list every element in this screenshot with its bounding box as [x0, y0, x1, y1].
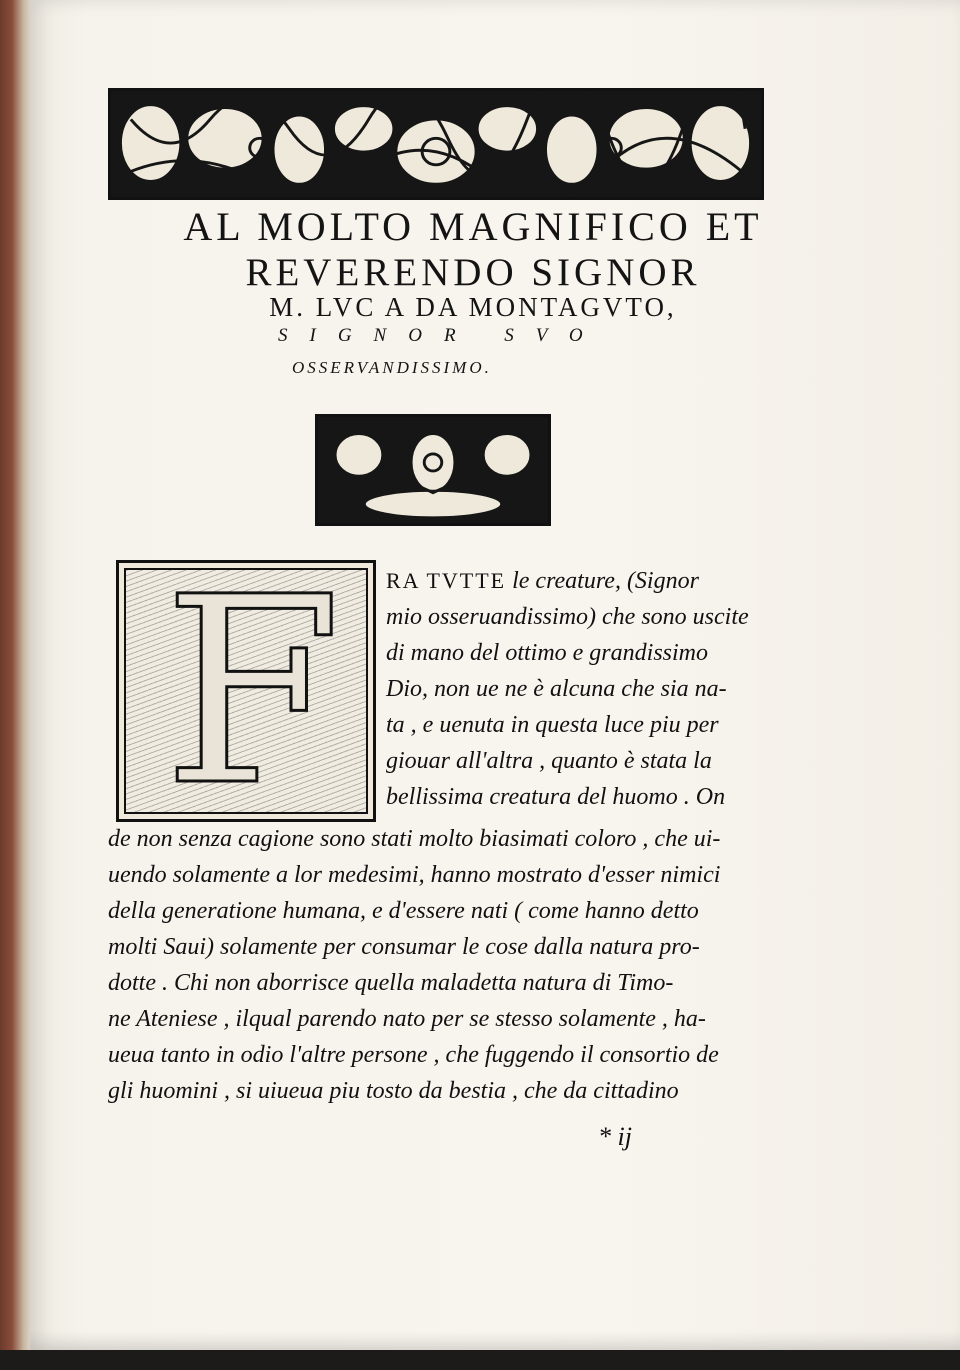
text-line: molti Saui) solamente per consumar le cose dalla natura pro-	[108, 934, 700, 960]
first-word: RA TVTTE	[386, 568, 507, 593]
heading-line-1: AL MOLTO MAGNIFICO ET	[183, 204, 763, 249]
heading-line-4: SIGNOR SVO	[278, 325, 605, 346]
text-line: ta , e uenuta in questa luce piu per	[386, 712, 719, 738]
heading-line-3: M. LVC A DA MONTAGVTO,	[269, 292, 677, 322]
text-line: de non senza cagione sono stati molto biasimati coloro , che ui-	[108, 826, 721, 852]
heading-line-5: OSSERVANDISSIMO.	[292, 358, 492, 377]
text-line: gli huomini , si uiueua piu tosto da bestia , che da cittadino	[108, 1078, 679, 1104]
page-shadow	[30, 1330, 960, 1352]
text-line-content: le creature, (Signor	[506, 568, 699, 594]
top-ornament-band	[108, 88, 764, 200]
heading-line-2: REVERENDO SIGNOR	[245, 251, 701, 294]
text-line: di mano del ottimo e grandissimo	[386, 640, 708, 666]
ornament-figures-icon	[111, 91, 761, 197]
middle-ornament	[315, 414, 551, 526]
text-line	[386, 568, 699, 595]
bottom-border	[0, 1350, 960, 1370]
text-line: della generatione humana, e d'essere nati ( come hanno detto	[108, 898, 699, 924]
text-line: ueua tanto in odio l'altre persone , che fuggendo il consortio de	[108, 1042, 719, 1068]
text-line: giouar all'altra , quanto è stata la	[386, 748, 712, 774]
initial-letter: F	[163, 542, 343, 842]
text-line: ne Ateniese , ilqual parendo nato per se stesso solamente , ha-	[108, 1006, 706, 1032]
text-line: mio osseruandissimo) che sono uscite	[386, 604, 749, 630]
text-line: uendo solamente a lor medesimi, hanno mostrato d'esser nimici	[108, 862, 721, 888]
text-line: dotte . Chi non aborrisce quella maladetta natura di Timo-	[108, 970, 674, 996]
book-page	[30, 0, 960, 1350]
signature-mark: * ij	[598, 1122, 632, 1151]
text-line: Dio, non ue ne è alcuna che sia na-	[386, 676, 727, 702]
ornament-cherubs-icon	[318, 417, 548, 523]
text-line: bellissima creatura del huomo . On	[386, 784, 726, 810]
decorated-initial	[116, 542, 376, 842]
